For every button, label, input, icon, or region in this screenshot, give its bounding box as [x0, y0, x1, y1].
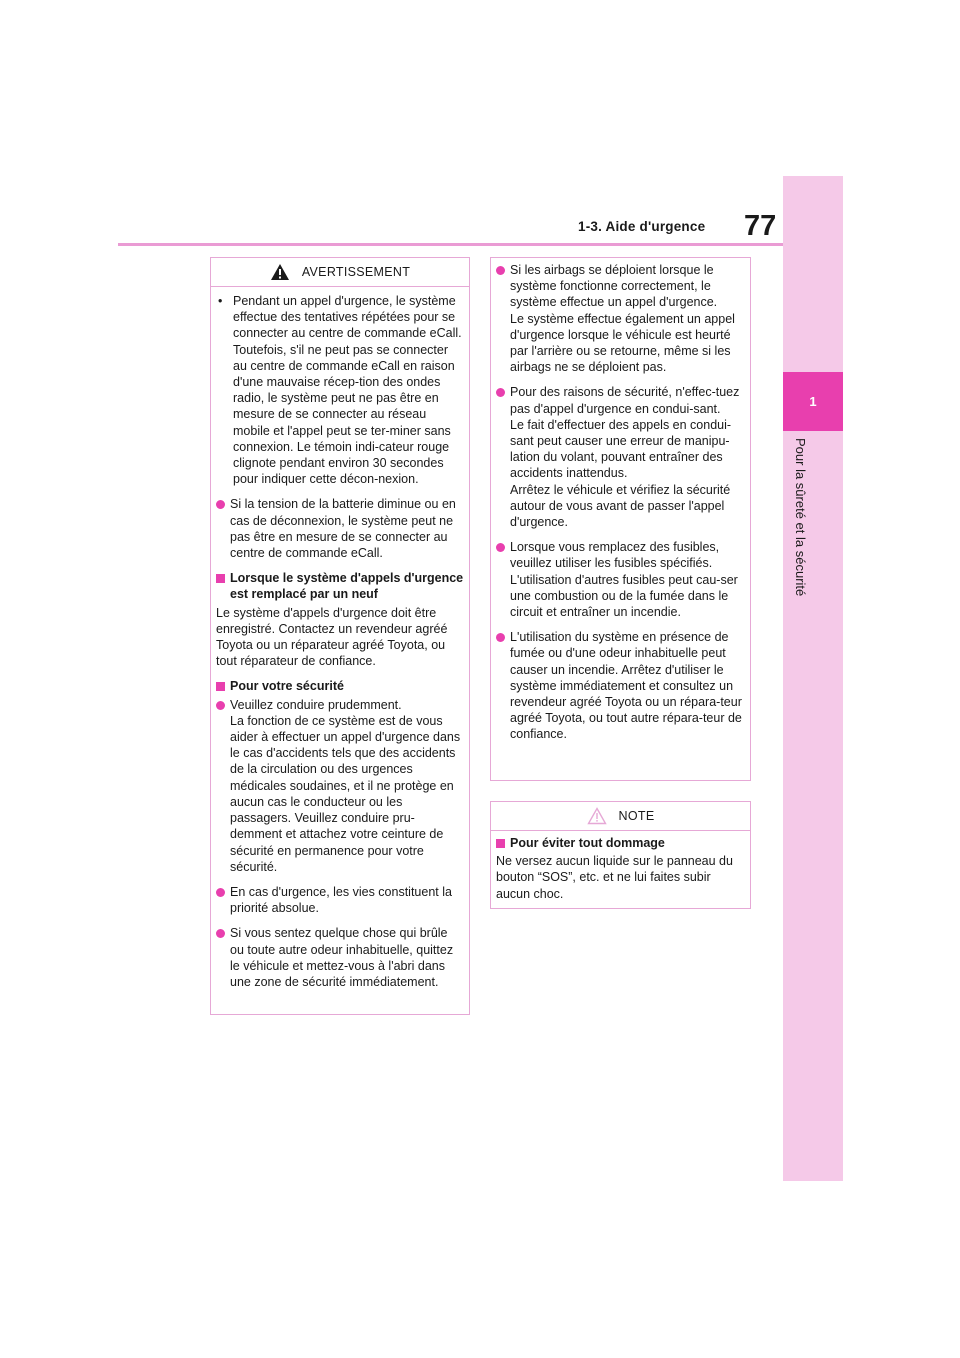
list-item: • Pendant un appel d'urgence, le système effectue des tentatives répétées pour se connecter au centre de commande eCall. Toutefois, s'il ne peut pas se connecter au centre de commande eCall en raison d'une mauvaise récep-tion des ondes radio, le système peut ne pas être en mesure de se connecter au réseau mobile et l'appel peut se ter-miner sans connexion. Le témoin indi-cateur rouge clignote pendant environ 30 secondes pour indiquer cette décon-nexion. [218, 294, 462, 487]
bullet-dot-icon [496, 388, 505, 397]
paragraph: Ne versez aucun liquide sur le panneau du bouton “SOS”, etc. et ne lui faites subir aucun choc. [496, 854, 733, 901]
subheading: Lorsque le système d'appels d'urgence est remplacé par un neuf [216, 570, 464, 602]
list-item [496, 262, 745, 375]
list-item [216, 925, 464, 990]
warning-header [211, 258, 469, 287]
item-text: En cas d'urgence, les vies constituent la priorité absolue. [230, 884, 452, 916]
bullet-dot-icon [216, 701, 225, 710]
note-title: NOTE [618, 809, 655, 823]
bullet-dot-icon [496, 633, 505, 642]
subheading: Pour éviter tout dommage [496, 835, 745, 851]
square-bullet-icon [216, 574, 225, 583]
item-text: Le fait d'effectuer des appels en condui-sant peut causer une erreur de manipu-lation du volant, pouvant entraîner des accidents inattendus. [510, 417, 732, 481]
paragraph: Le système d'appels d'urgence doit être enregistré. Contactez un revendeur agréé Toyota ou un réparateur agréé Toyota, ou tout réparateur de confiance. [216, 605, 448, 669]
list-item [496, 629, 745, 742]
bullet-dot-icon [216, 929, 225, 938]
caution-outline-triangle-icon [587, 807, 607, 825]
note-box [490, 801, 751, 909]
item-text: La fonction de ce système est de vous aider à effectuer un appel d'urgence dans le cas d'accidents tels que des accidents de la circulation ou des urgences médicales soudaines, et il ne protège en aucun cas le conducteur ou les passagers. Veuillez conduire pru-demment et attachez votre ceinture de sécurité en permanence pour votre sécurité. [230, 713, 461, 874]
item-text: Veuillez conduire prudemment. [230, 697, 402, 712]
chapter-tab[interactable]: 1 [783, 372, 843, 431]
section-title: 1-3. Aide d'urgence [578, 219, 706, 234]
square-bullet-icon [216, 682, 225, 691]
item-text: Arrêtez le véhicule et vérifiez la sécurité autour de vous avant de passer l'appel d'urgence. [510, 482, 731, 530]
bullet-dot-icon [496, 266, 505, 275]
warning-title: AVERTISSEMENT [301, 265, 411, 279]
square-bullet-icon [496, 839, 505, 848]
bullet-dot-icon [216, 500, 225, 509]
page-number: 77 [744, 210, 777, 242]
list-item [216, 884, 464, 916]
warning-bullet-text: Pendant un appel d'urgence, le système effectue des tentatives répétées pour se connecter au centre de commande eCall. Toutefois, s'il ne peut pas se connecter au centre de commande eCall en raison d'une mauvaise récep-tion des ondes radio, le système peut ne pas être en mesure de se connecter au réseau mobile et l'appel peut se ter-miner sans connexion. Le témoin indi-cateur rouge clignote pendant environ 30 secondes pour indiquer cette décon-nexion. [233, 294, 462, 487]
bullet-dot-icon [216, 888, 225, 897]
bullet-dot-icon [496, 543, 505, 552]
warning-box [210, 257, 470, 1015]
list-item [216, 697, 464, 875]
note-header [491, 802, 750, 831]
chapter-sidebar [783, 176, 843, 1181]
list-item [496, 539, 745, 620]
item-text: Lorsque vous remplacez des fusibles, veuillez utiliser les fusibles spécifiés. L'utilisation d'autres fusibles peut cau-ser une combustion ou de la fumée dans le circuit et entraîner un incendie. [510, 540, 738, 620]
header-rule [118, 243, 783, 246]
list-item [216, 496, 464, 561]
list-item [496, 384, 745, 530]
item-text: Pour des raisons de sécurité, n'effec-tuez pas d'appel d'urgence en condui-sant. [510, 385, 740, 416]
subheading: Pour votre sécurité [216, 678, 464, 694]
item-text: Si la tension de la batterie diminue ou en cas de déconnexion, le système peut ne pas être en mesure de se connecter au centre de commande eCall. [230, 497, 456, 561]
chapter-title: Pour la sûreté et la sécurité [793, 438, 808, 597]
item-text: Si vous sentez quelque chose qui brûle ou toute autre odeur inhabituelle, quittez le véhicule et mettez-vous à l'abri dans une zone de sécurité immédiatement. [230, 926, 454, 989]
warning-triangle-icon [270, 263, 290, 281]
item-text: Le système effectue également un appel d'urgence lorsque le véhicule est heurté par l'arrière ou se retourne, même si les airbags ne se déploient pas. [510, 311, 735, 375]
warning-continued-box [490, 257, 751, 781]
item-text: Si les airbags se déploient lorsque le système fonctionne correctement, le système effectue un appel d'urgence. [510, 263, 718, 310]
item-text: L'utilisation du système en présence de fumée ou d'une odeur inhabituelle peut causer un incendie. Arrêtez d'utiliser le système immédiatement et consultez un revendeur agréé Toyota ou un répara-teur agréé Toyota, ou tout autre répara-teur de confiance. [510, 630, 742, 742]
